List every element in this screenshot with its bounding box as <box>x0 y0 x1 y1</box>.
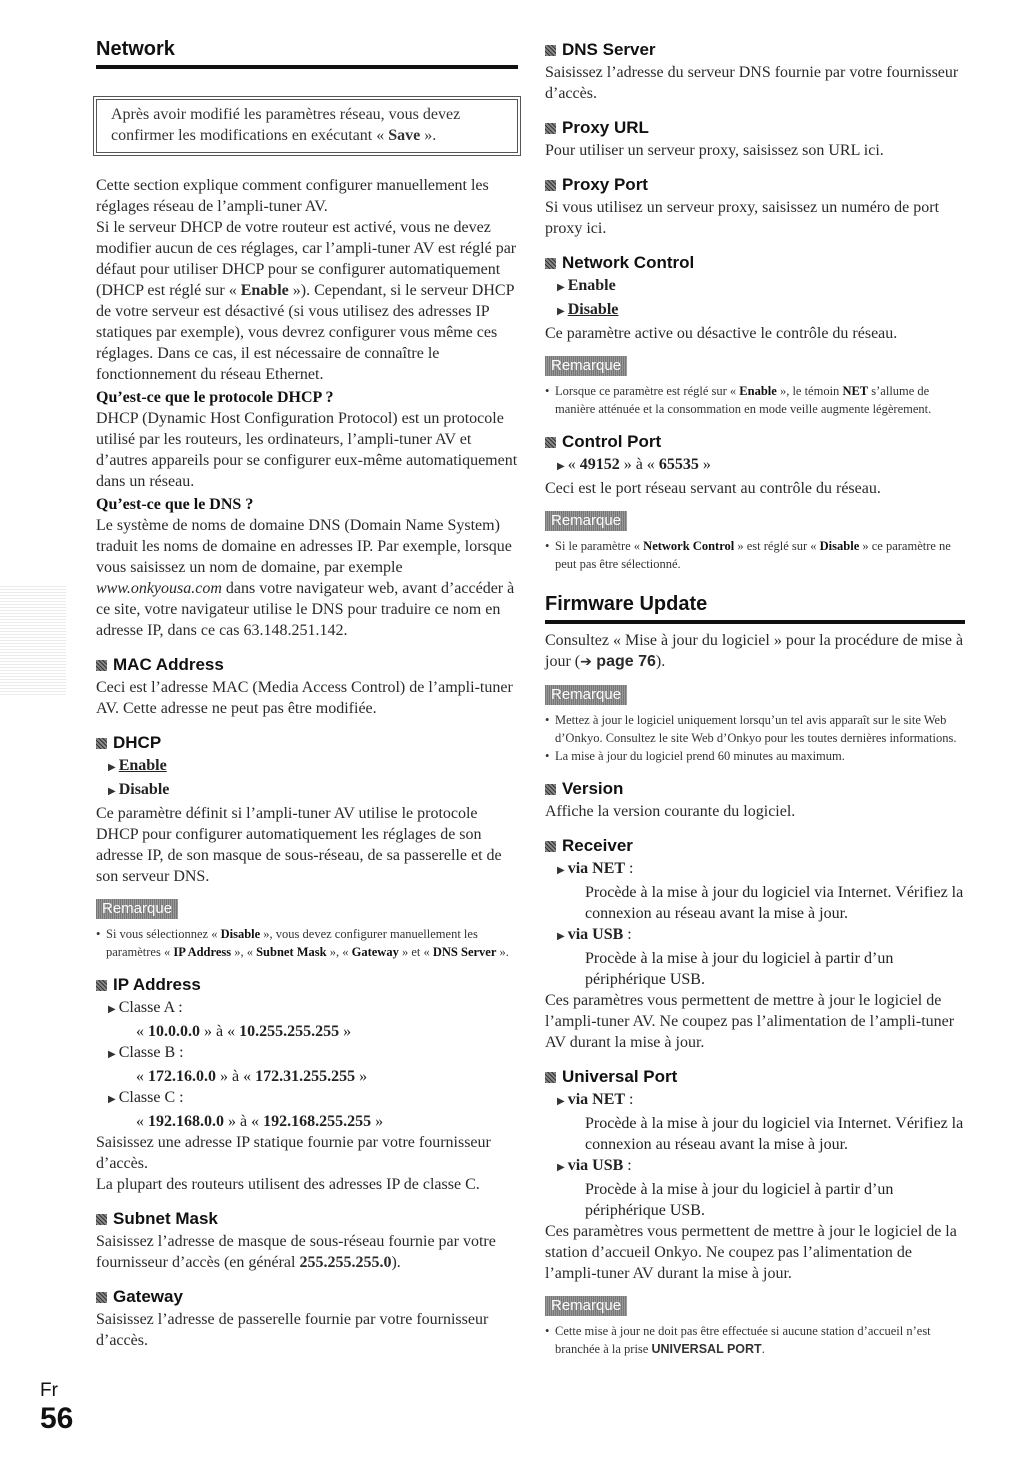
receiver-text: Ces paramètres vous permettent de mettre à jour le logiciel de l’ampli-tuner AV. Ne coupez pas l’alimentation de l’ampli-tuner AV durant la mise à jour. <box>545 992 955 1051</box>
square-bullet-icon <box>545 841 556 852</box>
triangle-icon: ▶ <box>557 1096 565 1107</box>
square-bullet-icon <box>545 123 556 134</box>
square-bullet-icon <box>96 980 107 991</box>
triangle-icon: ▶ <box>557 461 565 472</box>
firmware-remark-item: • Mettez à jour le logiciel uniquement lorsqu’un tel avis apparaît sur le site Web d’Onkyo. Consultez le site Web d’Onkyo pour les toutes dernières informations. <box>545 711 965 747</box>
subnet-mask-text: Saisissez l’adresse de masque de sous-réseau fournie par votre fournisseur d’accès (en général 255.255.255.0). <box>96 1233 496 1271</box>
remark-label: Remarque <box>96 899 178 919</box>
firmware-remark-item: • La mise à jour du logiciel prend 60 minutes au maximum. <box>545 747 965 765</box>
firmware-remarks <box>545 711 965 765</box>
triangle-icon: ▶ <box>108 1004 116 1015</box>
page-reference: page 76 <box>591 653 656 670</box>
firmware-update-title: Firmware Update <box>545 593 965 624</box>
onkyo-url: www.onkyousa.com <box>96 580 222 597</box>
netctrl-option-enable: ▶ Enable <box>557 277 616 294</box>
dns-answer: Le système de noms de domaine DNS (Domain Name System) traduit les noms de domaine en adresses IP. Par exemple, lorsque vous saisissez un nom de domaine, par exemple www.onkyousa.com dans votre navigateur web, avant d’accéder à ce site, votre navigateur utilise le DNS pour traduire ce nom en adresse IP, dans ce cas 63.148.251.142. <box>96 517 515 639</box>
receiver-via-usb: ▶ via USB : <box>557 926 632 943</box>
square-bullet-icon <box>545 784 556 795</box>
dhcp-option-disable: ▶ Disable <box>108 781 170 798</box>
uport-via-net-text: Procède à la mise à jour du logiciel via Internet. Vérifiez la connexion au réseau avant la mise à jour. <box>585 1115 964 1153</box>
square-bullet-icon <box>96 1214 107 1225</box>
dns-question: Qu’est-ce que le DNS ? <box>96 496 254 513</box>
network-control-text: Ce paramètre active ou désactive le contrôle du réseau. <box>545 325 898 342</box>
triangle-icon: ▶ <box>108 1049 116 1060</box>
triangle-icon: ▶ <box>557 865 565 876</box>
receiver-via-net-text: Procède à la mise à jour du logiciel via Internet. Vérifiez la connexion au réseau avant la mise à jour. <box>585 884 964 922</box>
gateway-text: Saisissez l’adresse de passerelle fournie par votre fournisseur d’accès. <box>96 1311 489 1349</box>
triangle-icon: ▶ <box>557 282 565 293</box>
remark-label: Remarque <box>545 356 627 376</box>
left-column <box>96 38 518 1351</box>
ip-text-2: La plupart des routeurs utilisent des adresses IP de classe C. <box>96 1176 480 1193</box>
uport-via-net: ▶ via NET : <box>557 1091 634 1108</box>
square-bullet-icon <box>545 437 556 448</box>
square-bullet-icon <box>545 45 556 56</box>
right-column <box>545 38 965 1358</box>
dhcp-remarks <box>96 925 518 961</box>
mac-address-heading: MAC Address <box>96 653 518 677</box>
receiver-via-usb-text: Procède à la mise à jour du logiciel à partir d’un périphérique USB. <box>585 950 894 988</box>
proxy-url-heading: Proxy URL <box>545 116 965 140</box>
triangle-icon: ▶ <box>108 786 116 797</box>
dns-server-heading: DNS Server <box>545 38 965 62</box>
remark-label: Remarque <box>545 511 627 531</box>
notice-box: Après avoir modifié les paramètres réseau, vous devez confirmer les modifications en exécutant « Save ». <box>96 99 518 153</box>
uport-remark-item: • Cette mise à jour ne doit pas être effectuée si aucune station d’accueil n’est branchée à la prise UNIVERSAL PORT. <box>545 1322 965 1358</box>
uport-via-usb-text: Procède à la mise à jour du logiciel à partir d’un périphérique USB. <box>585 1181 894 1219</box>
firmware-update-text: Consultez « Mise à jour du logiciel » pour la procédure de mise à jour (➔ page 76). <box>545 632 964 670</box>
dhcp-question: Qu’est-ce que le protocole DHCP ? <box>96 389 334 406</box>
mac-address-text: Ceci est l’adresse MAC (Media Access Control) de l’ampli-tuner AV. Cette adresse ne peut pas être modifiée. <box>96 679 513 717</box>
intro-paragraph-2: Si le serveur DHCP de votre routeur est activé, vous ne devez modifier aucun de ces réglages, car l’ampli-tuner AV est réglé par défaut pour utiliser DHCP pour se configurer automatiquement (DHCP est réglé sur « Enable »). Cependant, si le serveur DHCP de votre serveur est désactivé (si vous utilisez des adresses IP statiques par exemple), vous devrez configurer vous même ces réglages. Dans ce cas, il est nécessaire de connaître le fonctionnement du réseau Ethernet. <box>96 219 517 383</box>
control-port-range: ▶ « 49152 » à « 65535 » <box>557 456 711 473</box>
dhcp-option-enable: ▶ Enable <box>108 757 167 774</box>
network-section-title: Network <box>96 38 518 69</box>
ip-text-1: Saisissez une adresse IP statique fournie par votre fournisseur d’accès. <box>96 1134 491 1172</box>
dhcp-heading: DHCP <box>96 731 518 755</box>
netctrl-remarks <box>545 382 965 418</box>
dhcp-text: Ce paramètre définit si l’ampli-tuner AV utilise le protocole DHCP pour configurer automatiquement les réglages de son adresse IP, de son masque de sous-réseau, de sa passerelle et de son serveur DNS. <box>96 805 502 885</box>
square-bullet-icon <box>545 258 556 269</box>
version-text: Affiche la version courante du logiciel. <box>545 803 796 820</box>
universal-port-heading: Universal Port <box>545 1065 965 1089</box>
dns-server-text: Saisissez l’adresse du serveur DNS fournie par votre fournisseur d’accès. <box>545 64 959 102</box>
class-b-range: « 172.16.0.0 » à « 172.31.255.255 » <box>136 1068 368 1085</box>
uport-via-usb: ▶ via USB : <box>557 1157 632 1174</box>
proxy-url-text: Pour utiliser un serveur proxy, saisissez son URL ici. <box>545 142 884 159</box>
subnet-mask-heading: Subnet Mask <box>96 1207 518 1231</box>
square-bullet-icon <box>545 1072 556 1083</box>
square-bullet-icon <box>545 180 556 191</box>
dhcp-answer: DHCP (Dynamic Host Configuration Protocol) est un protocole utilisé par les routeurs, les ordinateurs, l’ampli-tuner AV et d’autres appareils pour se configurer eux-même automatiquement dans un réseau. <box>96 410 518 490</box>
uport-remarks <box>545 1322 965 1358</box>
control-port-heading: Control Port <box>545 430 965 454</box>
dhcp-remark-item: • Si vous sélectionnez « Disable », vous devez configurer manuellement les paramètres « IP Address », « Subnet Mask », « Gateway » et « DNS Server ». <box>96 925 518 961</box>
universal-port-text: Ces paramètres vous permettent de mettre à jour le logiciel de la station d’accueil Onkyo. Ne coupez pas l’alimentation de l’ampli-tuner AV durant la mise à jour. <box>545 1223 957 1282</box>
receiver-via-net: ▶ via NET : <box>557 860 634 877</box>
proxy-port-heading: Proxy Port <box>545 173 965 197</box>
class-c-range: « 192.168.0.0 » à « 192.168.255.255 » <box>136 1113 384 1130</box>
intro-paragraph-1: Cette section explique comment configurer manuellement les réglages réseau de l’ampli-tuner AV. <box>96 177 489 215</box>
page-language: Fr <box>40 1380 58 1401</box>
triangle-icon: ▶ <box>557 1162 565 1173</box>
network-control-heading: Network Control <box>545 251 965 275</box>
ip-address-heading: IP Address <box>96 973 518 997</box>
control-port-text: Ceci est le port réseau servant au contrôle du réseau. <box>545 480 881 497</box>
proxy-port-text: Si vous utilisez un serveur proxy, saisissez un numéro de port proxy ici. <box>545 199 940 237</box>
netctrl-option-disable: ▶ Disable <box>557 301 619 318</box>
class-c-label: ▶ Classe C : <box>108 1089 184 1106</box>
ctrlport-remarks <box>545 537 965 573</box>
triangle-icon: ▶ <box>557 931 565 942</box>
side-decoration <box>0 585 66 695</box>
class-a-range: « 10.0.0.0 » à « 10.255.255.255 » <box>136 1023 352 1040</box>
square-bullet-icon <box>96 1292 107 1303</box>
version-heading: Version <box>545 777 965 801</box>
square-bullet-icon <box>96 738 107 749</box>
class-b-label: ▶ Classe B : <box>108 1044 184 1061</box>
triangle-icon: ▶ <box>108 762 116 773</box>
square-bullet-icon <box>96 660 107 671</box>
ctrlport-remark-item: • Si le paramètre « Network Control » est réglé sur « Disable » ce paramètre ne peut pas être sélectionné. <box>545 537 965 573</box>
receiver-heading: Receiver <box>545 834 965 858</box>
triangle-icon: ▶ <box>108 1094 116 1105</box>
arrow-right-icon: ➔ <box>580 654 592 670</box>
class-a-label: ▶ Classe A : <box>108 999 183 1016</box>
gateway-heading: Gateway <box>96 1285 518 1309</box>
remark-label: Remarque <box>545 685 627 705</box>
remark-label: Remarque <box>545 1296 627 1316</box>
page-number: 56 <box>40 1402 74 1435</box>
triangle-icon: ▶ <box>557 306 565 317</box>
netctrl-remark-item: • Lorsque ce paramètre est réglé sur « Enable », le témoin NET s’allume de manière atténuée et la consommation en mode veille augmente légèrement. <box>545 382 965 418</box>
